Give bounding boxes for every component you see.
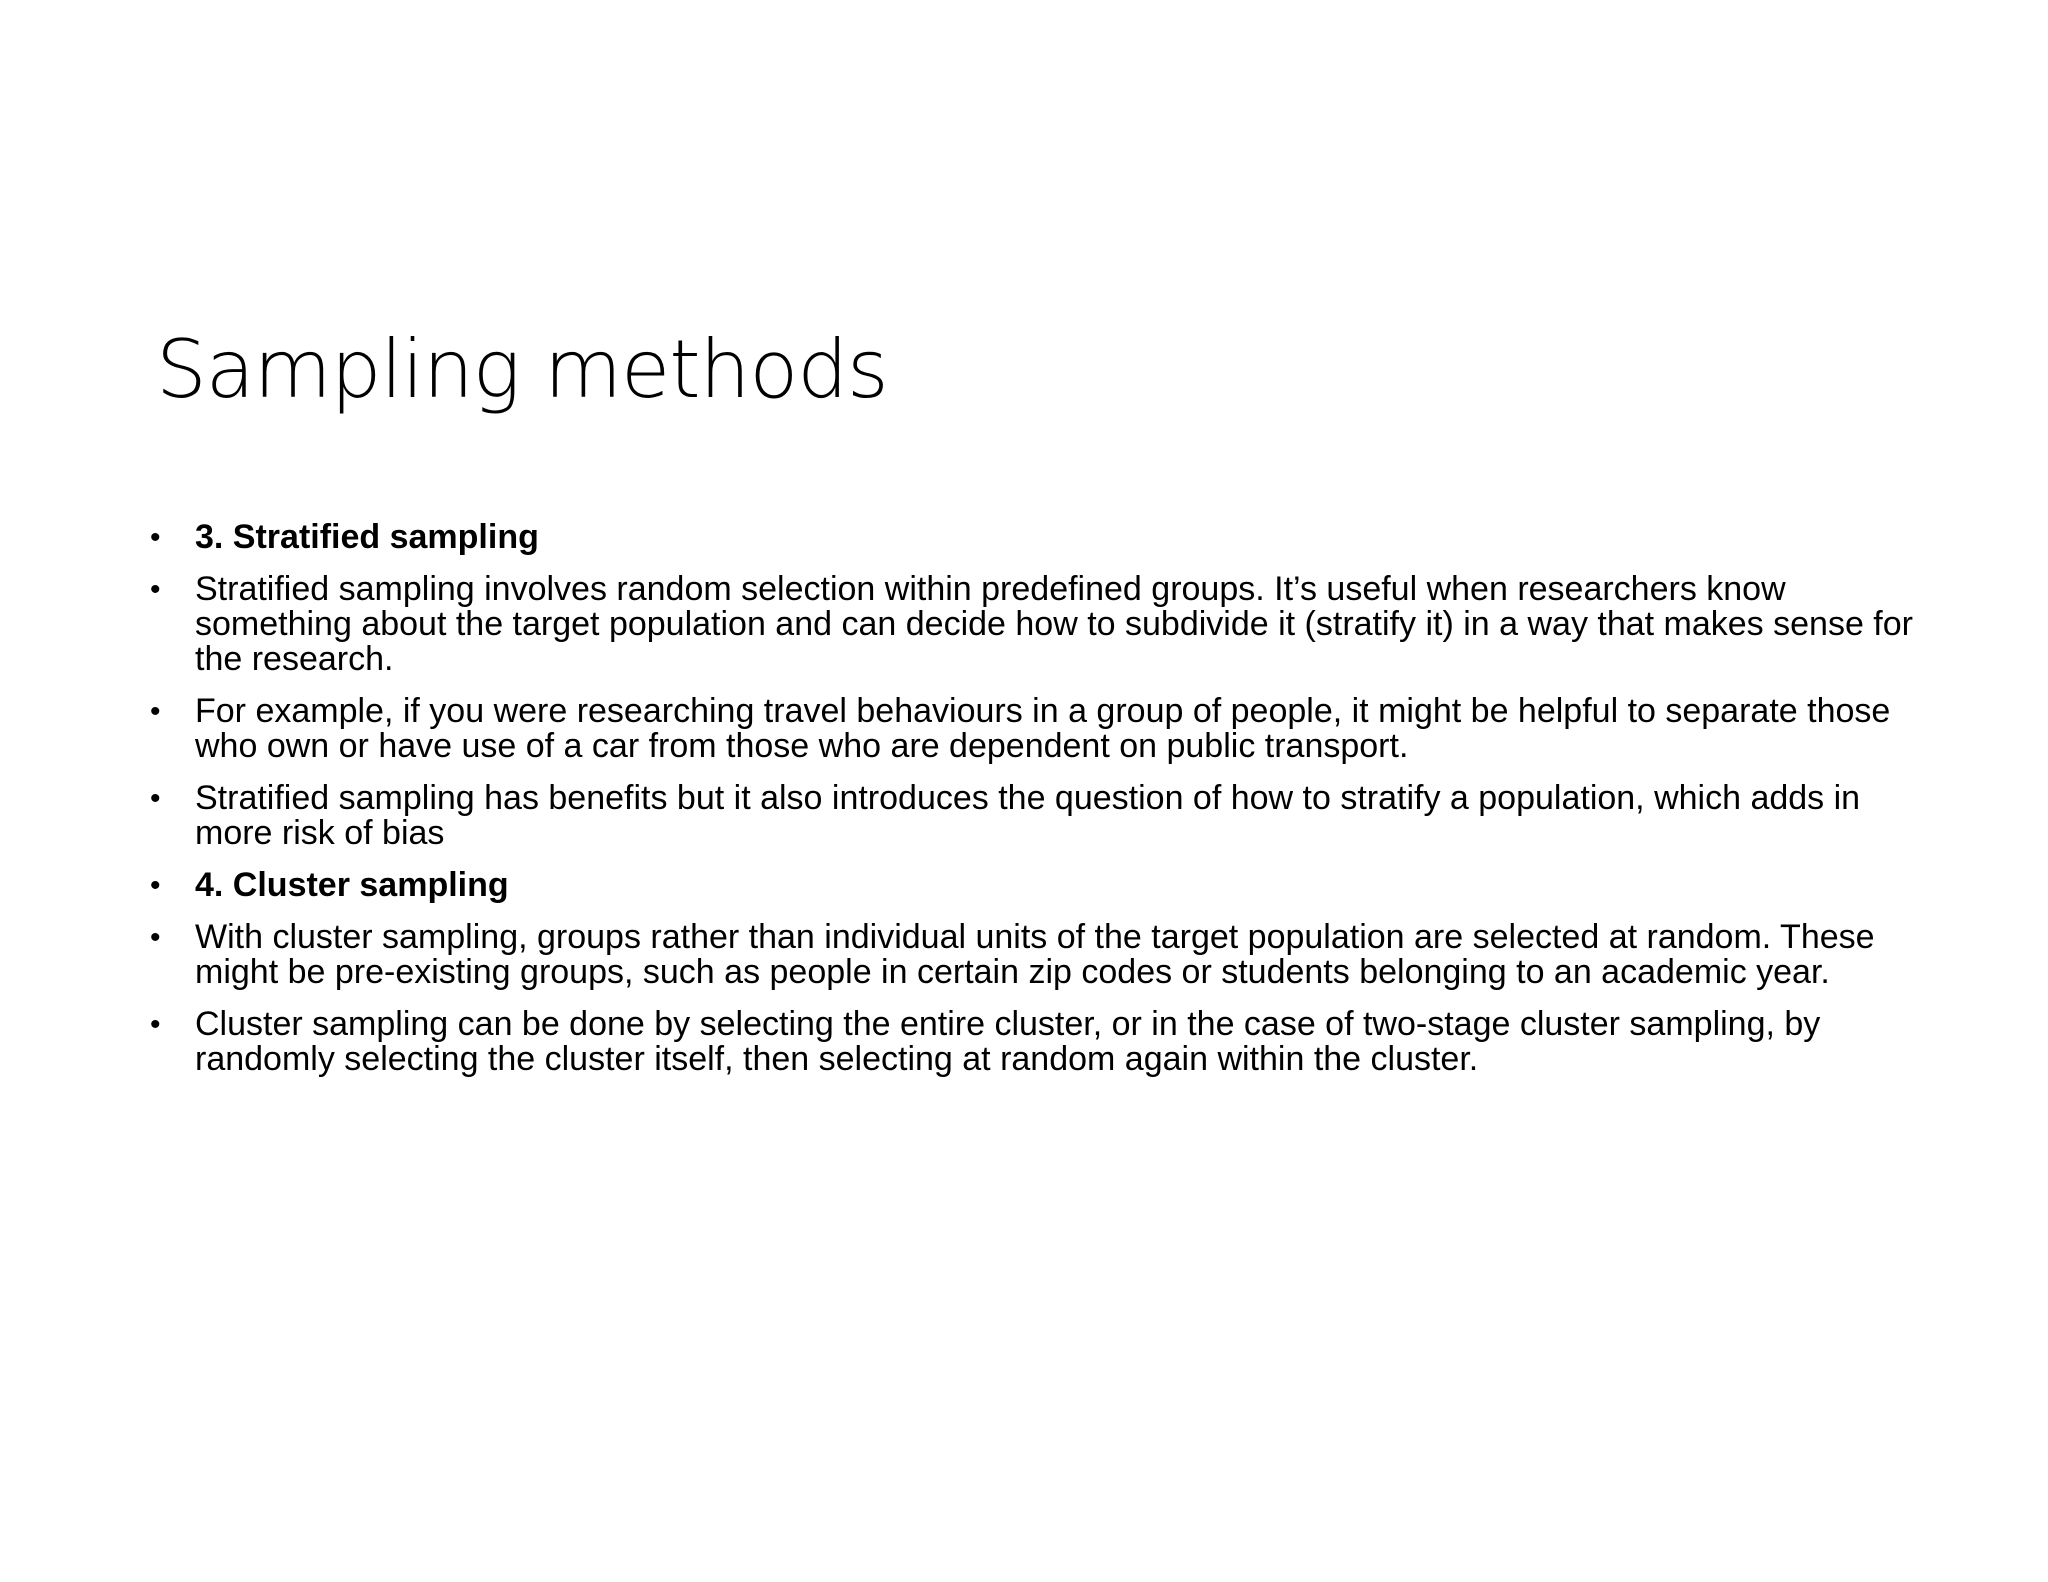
bullet-text: With cluster sampling, groups rather than individual units of the target population are selected at random. These might be pre-existing groups, such as people in certain zip codes or students belonging to an academic year.: [195, 918, 1875, 991]
bullet-dot-icon: •: [150, 695, 161, 728]
bullet-text: Stratified sampling involves random selection within predefined groups. It’s useful when researchers know something about the target population and can decide how to subdivide it (stratify it) in a way that makes sense for the research.: [195, 570, 1913, 678]
bullet-text: Cluster sampling can be done by selecting the entire cluster, or in the case of two-stage cluster sampling, by randomly selecting the cluster itself, then selecting at random again within the cluster.: [195, 1005, 1821, 1078]
bullet-dot-icon: •: [150, 869, 161, 902]
bullet-item-stratified-bias: [150, 781, 1930, 851]
bullet-dot-icon: •: [150, 521, 161, 554]
bullet-text: Stratified sampling has benefits but it also introduces the question of how to stratify a population, which adds in more risk of bias: [195, 779, 1861, 852]
bullet-item-stratified-definition: [150, 572, 1930, 677]
bullet-text: 4. Cluster sampling: [195, 866, 509, 904]
bullet-item-stratified-heading: [150, 520, 1930, 555]
bullet-dot-icon: •: [150, 573, 161, 606]
bullet-list: [150, 520, 1930, 1094]
bullet-text: For example, if you were researching travel behaviours in a group of people, it might be helpful to separate those who own or have use of a car from those who are dependent on public transport.: [195, 692, 1891, 765]
bullet-text: 3. Stratified sampling: [195, 518, 539, 556]
bullet-dot-icon: •: [150, 1008, 161, 1041]
bullet-dot-icon: •: [150, 921, 161, 954]
slide-title: Sampling methods: [156, 323, 888, 416]
bullet-item-cluster-definition: [150, 920, 1930, 990]
bullet-dot-icon: •: [150, 782, 161, 815]
bullet-item-cluster-heading: [150, 868, 1930, 903]
bullet-item-cluster-two-stage: [150, 1007, 1930, 1077]
bullet-item-stratified-example: [150, 694, 1930, 764]
